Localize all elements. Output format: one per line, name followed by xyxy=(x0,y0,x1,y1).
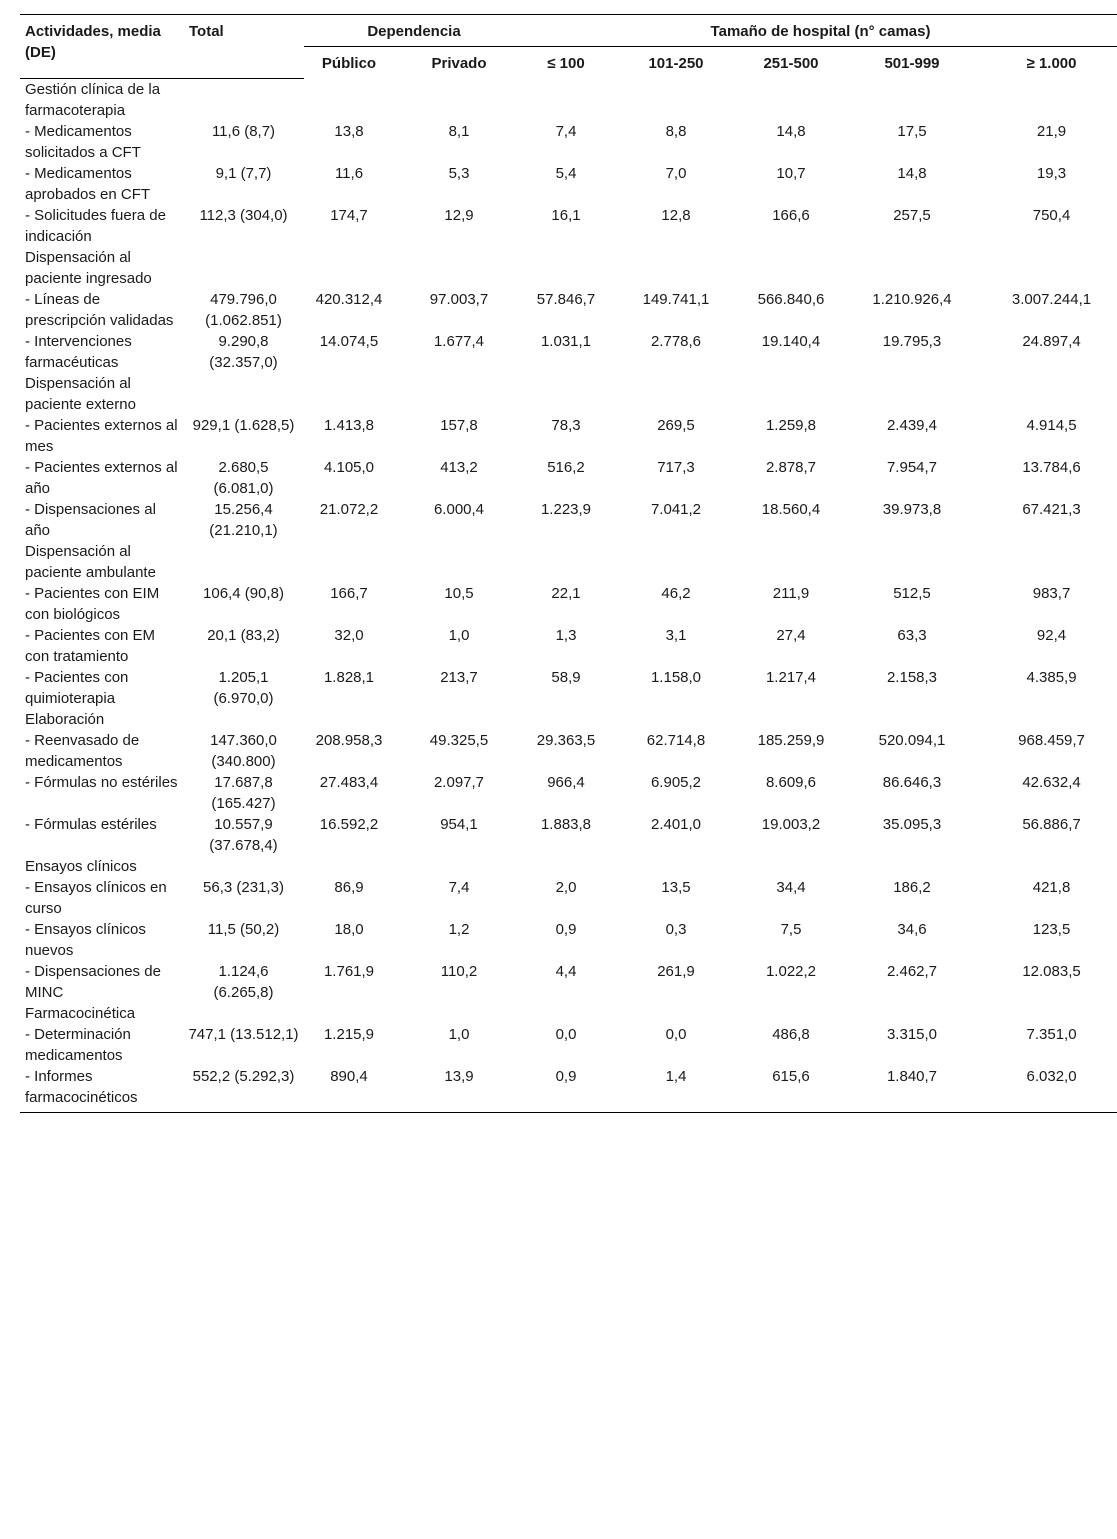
value-cell: 2.401,0 xyxy=(650,815,702,833)
value-cell: 19.140,4 xyxy=(761,332,821,350)
value-cell: 174,7 xyxy=(330,206,368,224)
empty-cell xyxy=(986,541,1117,583)
category-row xyxy=(20,709,1117,730)
value-cell: 966,4 xyxy=(547,773,585,791)
empty-cell xyxy=(304,78,394,121)
value-cell: 1.828,1 xyxy=(323,668,375,686)
empty-cell xyxy=(986,247,1117,289)
table-row xyxy=(20,331,1117,373)
header-col-101-250: 101-250 xyxy=(648,55,704,72)
empty-cell xyxy=(608,1003,744,1024)
value-cell: 1.761,9 xyxy=(323,962,375,980)
value-cell: 7,4 xyxy=(555,122,577,140)
value-cell: 7.351,0 xyxy=(1026,1025,1077,1043)
category-label: Dispensación al paciente ingresado xyxy=(25,248,152,287)
value-cell: 13.784,6 xyxy=(1022,458,1081,476)
empty-cell xyxy=(838,709,986,730)
value-cell: 12,9 xyxy=(444,206,474,224)
total-cell: 147.360,0 (340.800) xyxy=(210,731,277,770)
header-col-publico: Público xyxy=(321,55,377,72)
empty-cell xyxy=(524,78,608,121)
table-row xyxy=(20,121,1117,163)
value-cell: 12.083,5 xyxy=(1022,962,1081,980)
value-cell: 18.560,4 xyxy=(761,500,821,518)
row-label: - Informes farmacocinéticos xyxy=(20,1066,183,1113)
empty-cell xyxy=(304,541,394,583)
value-cell: 19.795,3 xyxy=(882,332,942,350)
header-dependencia: Dependencia xyxy=(304,15,524,47)
total-cell: 10.557,9 (37.678,4) xyxy=(209,815,278,854)
total-cell: 20,1 (83,2) xyxy=(207,626,280,644)
empty-cell xyxy=(838,247,986,289)
table-row xyxy=(20,1024,1117,1066)
value-cell: 0,0 xyxy=(555,1025,577,1043)
value-cell: 1.883,8 xyxy=(540,815,592,833)
value-cell: 2.158,3 xyxy=(886,668,938,686)
empty-cell xyxy=(394,1003,524,1024)
value-cell: 62.714,8 xyxy=(646,731,706,749)
table-row xyxy=(20,163,1117,205)
value-cell: 1.217,4 xyxy=(765,668,817,686)
value-cell: 1.677,4 xyxy=(433,332,485,350)
row-label: - Pacientes externos al año xyxy=(25,458,178,497)
value-cell: 1,0 xyxy=(448,626,470,644)
empty-cell xyxy=(608,78,744,121)
value-cell: 6.032,0 xyxy=(986,1066,1117,1113)
value-cell: 39.973,8 xyxy=(882,500,942,518)
value-cell: 615,6 xyxy=(744,1066,838,1113)
empty-cell xyxy=(394,709,524,730)
value-cell: 520.094,1 xyxy=(878,731,946,749)
value-cell: 92,4 xyxy=(1036,626,1067,644)
value-cell: 2.778,6 xyxy=(650,332,702,350)
value-cell: 13,8 xyxy=(334,122,364,140)
total-cell: 9,1 (7,7) xyxy=(215,164,272,182)
value-cell: 7,0 xyxy=(665,164,687,182)
value-cell: 5,4 xyxy=(555,164,577,182)
value-cell: 4.105,0 xyxy=(323,458,375,476)
activities-table xyxy=(20,14,1117,1113)
value-cell: 16,1 xyxy=(551,206,581,224)
value-cell: 566.840,6 xyxy=(757,290,825,308)
value-cell: 516,2 xyxy=(547,458,585,476)
total-cell: 552,2 (5.292,3) xyxy=(183,1066,304,1113)
value-cell: 269,5 xyxy=(657,416,695,434)
table-row xyxy=(20,289,1117,331)
empty-cell xyxy=(183,1003,304,1024)
header-tamano: Tamaño de hospital (n° camas) xyxy=(524,15,1117,47)
category-label: Elaboración xyxy=(25,710,105,728)
value-cell: 34,6 xyxy=(897,920,927,938)
value-cell: 157,8 xyxy=(440,416,478,434)
value-cell: 185.259,9 xyxy=(757,731,825,749)
table-header xyxy=(20,15,1117,79)
empty-cell xyxy=(744,1003,838,1024)
empty-cell xyxy=(986,856,1117,877)
empty-cell xyxy=(986,709,1117,730)
table-row xyxy=(20,877,1117,919)
value-cell: 14.074,5 xyxy=(319,332,379,350)
value-cell: 56.886,7 xyxy=(1022,815,1081,833)
empty-cell xyxy=(524,373,608,415)
row-label: - Solicitudes fuera de indicación xyxy=(25,206,166,245)
row-label: - Dispensaciones de MINC xyxy=(25,962,161,1001)
empty-cell xyxy=(183,709,304,730)
header-col-ge1000: ≥ 1.000 xyxy=(1026,55,1077,72)
table-row xyxy=(20,205,1117,247)
value-cell: 24.897,4 xyxy=(1022,332,1081,350)
value-cell: 29.363,5 xyxy=(536,731,596,749)
value-cell: 19,3 xyxy=(1036,164,1067,182)
value-cell: 16.592,2 xyxy=(319,815,379,833)
header-activities: Actividades, media (DE) xyxy=(20,15,183,79)
row-label: - Ensayos clínicos en curso xyxy=(25,878,167,917)
empty-cell xyxy=(183,541,304,583)
value-cell: 0,3 xyxy=(665,920,687,938)
table-row xyxy=(20,583,1117,625)
empty-cell xyxy=(394,541,524,583)
empty-cell xyxy=(394,247,524,289)
empty-cell xyxy=(183,856,304,877)
table-row xyxy=(20,457,1117,499)
empty-cell xyxy=(744,78,838,121)
row-label: - Pacientes externos al mes xyxy=(25,416,178,455)
value-cell: 890,4 xyxy=(304,1066,394,1113)
value-cell: 78,3 xyxy=(551,416,581,434)
empty-cell xyxy=(183,373,304,415)
total-cell: 479.796,0 (1.062.851) xyxy=(205,290,282,329)
row-label: - Intervenciones farmacéuticas xyxy=(25,332,132,371)
empty-cell xyxy=(608,856,744,877)
empty-cell xyxy=(838,541,986,583)
value-cell: 13,9 xyxy=(394,1066,524,1113)
value-cell: 0,9 xyxy=(555,920,577,938)
value-cell: 3.315,0 xyxy=(886,1025,938,1043)
value-cell: 32,0 xyxy=(334,626,364,644)
value-cell: 2.462,7 xyxy=(886,962,938,980)
empty-cell xyxy=(394,373,524,415)
value-cell: 0,0 xyxy=(665,1025,687,1043)
total-cell: 11,5 (50,2) xyxy=(207,920,280,938)
value-cell: 34,4 xyxy=(776,878,806,896)
header-col-501-999: 501-999 xyxy=(884,55,940,72)
row-label: - Ensayos clínicos nuevos xyxy=(25,920,146,959)
value-cell: 4.914,5 xyxy=(1026,416,1077,434)
empty-cell xyxy=(744,373,838,415)
empty-cell xyxy=(183,78,304,121)
value-cell: 954,1 xyxy=(440,815,478,833)
value-cell: 149.741,1 xyxy=(642,290,710,308)
empty-cell xyxy=(838,373,986,415)
empty-cell xyxy=(524,856,608,877)
value-cell: 261,9 xyxy=(657,962,695,980)
value-cell: 110,2 xyxy=(440,962,478,980)
value-cell: 42.632,4 xyxy=(1022,773,1081,791)
table-row xyxy=(20,415,1117,457)
value-cell: 2.097,7 xyxy=(433,773,485,791)
value-cell: 208.958,3 xyxy=(315,731,383,749)
value-cell: 1.031,1 xyxy=(540,332,592,350)
total-cell: 56,3 (231,3) xyxy=(203,878,284,896)
empty-cell xyxy=(304,247,394,289)
value-cell: 211,9 xyxy=(772,584,810,602)
table-row xyxy=(20,730,1117,772)
value-cell: 1,3 xyxy=(555,626,577,644)
value-cell: 35.095,3 xyxy=(882,815,942,833)
empty-cell xyxy=(986,373,1117,415)
value-cell: 49.325,5 xyxy=(429,731,489,749)
empty-cell xyxy=(986,78,1117,121)
value-cell: 8,8 xyxy=(665,122,687,140)
empty-cell xyxy=(394,78,524,121)
empty-cell xyxy=(524,247,608,289)
row-label: - Líneas de prescripción validadas xyxy=(25,290,174,329)
row-label: - Fórmulas estériles xyxy=(25,815,157,833)
empty-cell xyxy=(744,709,838,730)
total-cell: 11,6 (8,7) xyxy=(211,122,276,140)
value-cell: 4,4 xyxy=(555,962,577,980)
value-cell: 86,9 xyxy=(334,878,364,896)
value-cell: 413,2 xyxy=(440,458,478,476)
value-cell: 67.421,3 xyxy=(1022,500,1081,518)
row-label: - Pacientes con quimioterapia xyxy=(25,668,129,707)
category-label: Ensayos clínicos xyxy=(25,857,137,875)
table-row xyxy=(20,814,1117,856)
value-cell: 123,5 xyxy=(1032,920,1071,938)
empty-cell xyxy=(524,709,608,730)
value-cell: 512,5 xyxy=(893,584,931,602)
value-cell: 6.905,2 xyxy=(650,773,702,791)
value-cell: 63,3 xyxy=(897,626,927,644)
table-row xyxy=(20,625,1117,667)
row-label: - Dispensaciones al año xyxy=(25,500,156,539)
value-cell: 166,7 xyxy=(330,584,368,602)
empty-cell xyxy=(608,541,744,583)
category-row xyxy=(20,541,1117,583)
value-cell: 86.646,3 xyxy=(882,773,942,791)
table-row xyxy=(20,499,1117,541)
value-cell: 2.878,7 xyxy=(765,458,817,476)
value-cell: 10,5 xyxy=(444,584,474,602)
value-cell: 6.000,4 xyxy=(433,500,485,518)
value-cell: 1.215,9 xyxy=(323,1025,375,1043)
value-cell: 213,7 xyxy=(440,668,478,686)
value-cell: 2.439,4 xyxy=(886,416,938,434)
total-cell: 2.680,5 (6.081,0) xyxy=(213,458,274,497)
empty-cell xyxy=(608,373,744,415)
value-cell: 7,5 xyxy=(780,920,802,938)
value-cell: 1.840,7 xyxy=(838,1066,986,1113)
value-cell: 27.483,4 xyxy=(319,773,379,791)
value-cell: 3,1 xyxy=(665,626,687,644)
value-cell: 46,2 xyxy=(661,584,691,602)
table-row xyxy=(20,772,1117,814)
empty-cell xyxy=(524,1003,608,1024)
header-row-1 xyxy=(20,15,1117,47)
value-cell: 7.954,7 xyxy=(886,458,938,476)
category-row xyxy=(20,373,1117,415)
value-cell: 486,8 xyxy=(772,1025,810,1043)
category-label: Farmacocinética xyxy=(25,1004,136,1022)
value-cell: 13,5 xyxy=(661,878,691,896)
value-cell: 420.312,4 xyxy=(315,290,383,308)
total-cell: 747,1 (13.512,1) xyxy=(188,1025,299,1043)
category-label: Gestión clínica de la farmacoterapia xyxy=(25,80,161,119)
value-cell: 97.003,7 xyxy=(429,290,489,308)
value-cell: 1.413,8 xyxy=(323,416,375,434)
value-cell: 27,4 xyxy=(776,626,806,644)
value-cell: 8,1 xyxy=(448,122,470,140)
empty-cell xyxy=(838,78,986,121)
value-cell: 1.210.926,4 xyxy=(872,290,952,308)
row-label: - Medicamentos solicitados a CFT xyxy=(25,122,141,161)
value-cell: 19.003,2 xyxy=(761,815,821,833)
value-cell: 1.223,9 xyxy=(540,500,592,518)
empty-cell xyxy=(304,856,394,877)
total-cell: 112,3 (304,0) xyxy=(199,206,288,224)
category-row xyxy=(20,856,1117,877)
value-cell: 8.609,6 xyxy=(765,773,817,791)
empty-cell xyxy=(744,856,838,877)
header-col-251-500: 251-500 xyxy=(763,55,819,72)
row-label: - Reenvasado de medicamentos xyxy=(25,731,140,770)
value-cell: 11,6 xyxy=(334,164,364,182)
value-cell: 1,0 xyxy=(448,1025,470,1043)
value-cell: 18,0 xyxy=(334,920,364,938)
category-row xyxy=(20,1003,1117,1024)
value-cell: 14,8 xyxy=(776,122,806,140)
category-row xyxy=(20,78,1117,121)
total-cell: 15.256,4 (21.210,1) xyxy=(209,500,278,539)
total-cell: 9.290,8 (32.357,0) xyxy=(209,332,278,371)
value-cell: 166,6 xyxy=(772,206,810,224)
total-cell: 106,4 (90,8) xyxy=(203,584,284,602)
empty-cell xyxy=(394,856,524,877)
total-cell: 929,1 (1.628,5) xyxy=(192,416,295,434)
value-cell: 58,9 xyxy=(551,668,581,686)
header-col-le100: ≤ 100 xyxy=(547,55,585,72)
value-cell: 186,2 xyxy=(893,878,931,896)
value-cell: 10,7 xyxy=(776,164,806,182)
value-cell: 0,9 xyxy=(524,1066,608,1113)
value-cell: 17,5 xyxy=(897,122,927,140)
total-cell: 17.687,8 (165.427) xyxy=(211,773,276,812)
empty-cell xyxy=(838,856,986,877)
value-cell: 22,1 xyxy=(551,584,581,602)
row-label: - Fórmulas no estériles xyxy=(25,773,178,791)
empty-cell xyxy=(304,373,394,415)
table-row xyxy=(20,1066,1117,1113)
value-cell: 983,7 xyxy=(1032,584,1071,602)
header-col-privado: Privado xyxy=(431,55,487,72)
value-cell: 14,8 xyxy=(897,164,927,182)
header-total: Total xyxy=(183,15,304,79)
row-label: - Determinación medicamentos xyxy=(25,1025,131,1064)
value-cell: 750,4 xyxy=(1032,206,1071,224)
total-cell: 1.205,1 (6.970,0) xyxy=(213,668,274,707)
value-cell: 257,5 xyxy=(893,206,931,224)
table-body xyxy=(20,78,1117,1112)
value-cell: 21,9 xyxy=(1036,122,1067,140)
empty-cell xyxy=(744,247,838,289)
value-cell: 3.007.244,1 xyxy=(1011,290,1092,308)
category-row xyxy=(20,247,1117,289)
empty-cell xyxy=(183,247,304,289)
value-cell: 717,3 xyxy=(657,458,695,476)
empty-cell xyxy=(608,247,744,289)
empty-cell xyxy=(838,1003,986,1024)
row-label: - Pacientes con EM con tratamiento xyxy=(25,626,156,665)
category-label: Dispensación al paciente ambulante xyxy=(25,542,156,581)
empty-cell xyxy=(986,1003,1117,1024)
empty-cell xyxy=(524,541,608,583)
empty-cell xyxy=(608,709,744,730)
value-cell: 2,0 xyxy=(555,878,577,896)
category-label: Dispensación al paciente externo xyxy=(25,374,136,413)
table-row xyxy=(20,961,1117,1003)
value-cell: 7,4 xyxy=(448,878,470,896)
value-cell: 968.459,7 xyxy=(1018,731,1085,749)
table-row xyxy=(20,667,1117,709)
empty-cell xyxy=(744,541,838,583)
value-cell: 57.846,7 xyxy=(536,290,596,308)
table-row xyxy=(20,919,1117,961)
value-cell: 421,8 xyxy=(1032,878,1071,896)
value-cell: 1,4 xyxy=(608,1066,744,1113)
empty-cell xyxy=(304,709,394,730)
value-cell: 1.158,0 xyxy=(650,668,702,686)
value-cell: 4.385,9 xyxy=(1026,668,1077,686)
empty-cell xyxy=(304,1003,394,1024)
value-cell: 1,2 xyxy=(448,920,470,938)
value-cell: 1.022,2 xyxy=(765,962,817,980)
row-label: - Medicamentos aprobados en CFT xyxy=(25,164,151,203)
value-cell: 21.072,2 xyxy=(319,500,379,518)
value-cell: 12,8 xyxy=(661,206,691,224)
value-cell: 1.259,8 xyxy=(765,416,817,434)
value-cell: 5,3 xyxy=(448,164,470,182)
total-cell: 1.124,6 (6.265,8) xyxy=(213,962,274,1001)
value-cell: 7.041,2 xyxy=(650,500,702,518)
row-label: - Pacientes con EIM con biológicos xyxy=(25,584,160,623)
